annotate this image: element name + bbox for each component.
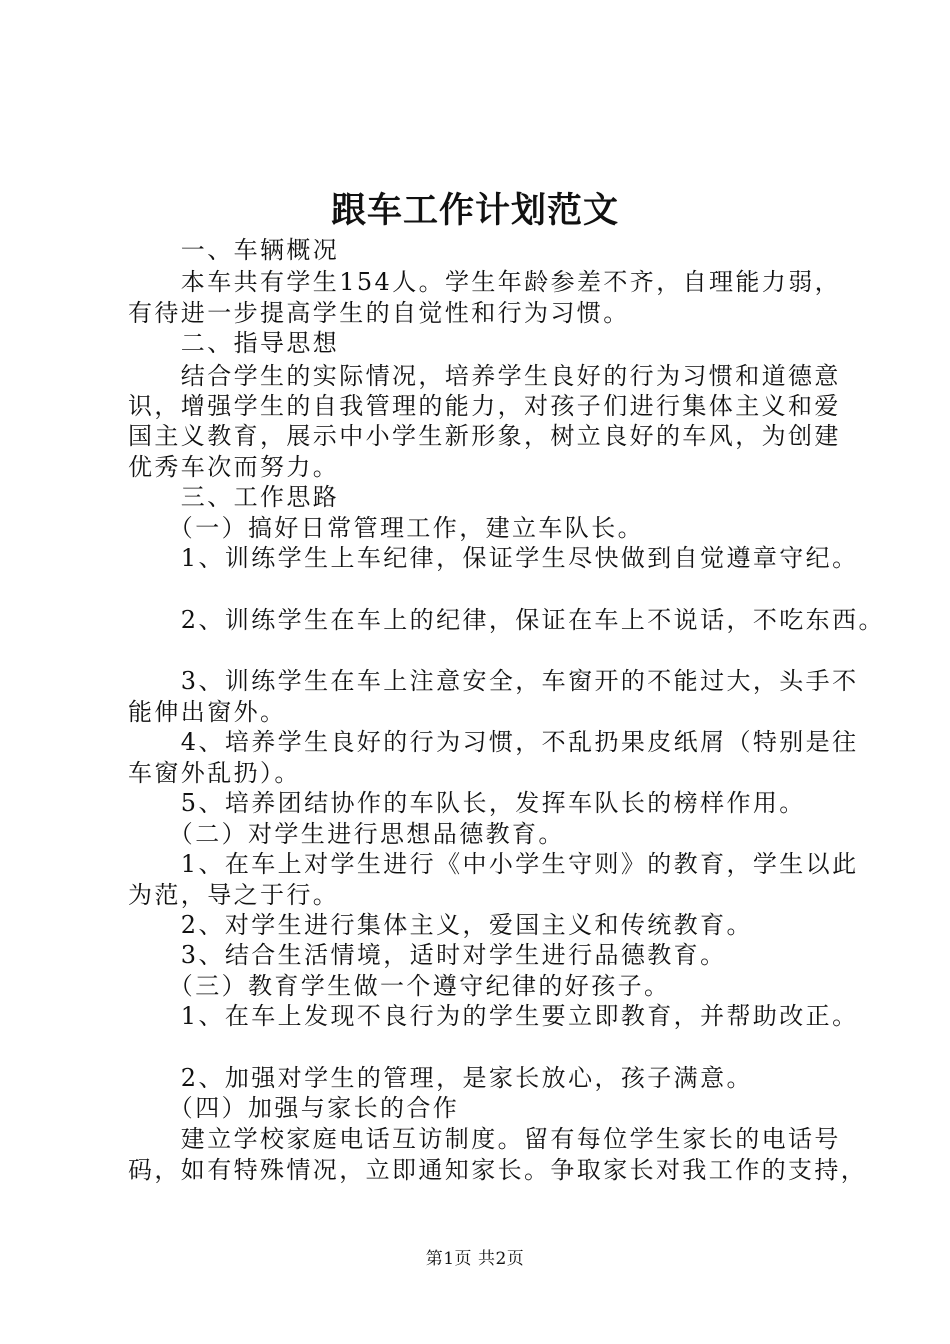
document-title: 跟车工作计划范文 — [330, 190, 619, 231]
list-item: 4、培养学生良好的行为习惯，不乱扔果皮纸屑（特别是往 — [128, 728, 859, 756]
list-item: 为范，导之于行。 — [128, 881, 340, 909]
subsection-heading: （四）加强与家长的合作 — [128, 1094, 460, 1122]
paragraph-line: 有待进一步提高学生的自觉性和行为习惯。 — [128, 299, 630, 327]
page-footer: 第1页 共2页 — [425, 1249, 525, 1269]
section-heading: 三、工作思路 — [128, 483, 340, 511]
section-heading: 二、指导思想 — [128, 329, 340, 357]
subsection-heading: （三）教育学生做一个遵守纪律的好孩子。 — [128, 972, 671, 1000]
list-item: 车窗外乱扔）。 — [128, 759, 301, 787]
paragraph-line: 结合学生的实际情况，培养学生良好的行为习惯和道德意 — [128, 362, 841, 390]
subsection-heading: （一）搞好日常管理工作，建立车队长。 — [128, 514, 644, 542]
list-item: 5、培养团结协作的车队长，发挥车队长的榜样作用。 — [128, 789, 806, 817]
list-item: 3、结合生活情境，适时对学生进行品德教育。 — [128, 941, 727, 969]
paragraph-line: 码，如有特殊情况，立即通知家长。争取家长对我工作的支持， — [128, 1156, 868, 1184]
list-item: 2、对学生进行集体主义，爱国主义和传统教育。 — [128, 911, 753, 939]
list-item: 2、加强对学生的管理，是家长放心，孩子满意。 — [128, 1064, 753, 1092]
paragraph-line: 国主义教育，展示中小学生新形象，树立良好的车风，为创建 — [128, 422, 841, 450]
list-item: 1、在车上发现不良行为的学生要立即教育，并帮助改正。 — [128, 1002, 859, 1030]
list-item: 能伸出窗外。 — [128, 698, 287, 726]
paragraph-line: 识，增强学生的自我管理的能力，对孩子们进行集体主义和爱 — [128, 392, 841, 420]
section-heading: 一、车辆概况 — [128, 236, 340, 264]
paragraph-line: 建立学校家庭电话互访制度。留有每位学生家长的电话号 — [128, 1125, 841, 1153]
list-item: 1、训练学生上车纪律，保证学生尽快做到自觉遵章守纪。 — [128, 544, 859, 572]
paragraph-line: 优秀车次而努力。 — [128, 453, 340, 481]
list-item: 1、在车上对学生进行《中小学生守则》的教育，学生以此 — [128, 850, 859, 878]
list-item: 3、训练学生在车上注意安全，车窗开的不能过大，头手不 — [128, 667, 859, 695]
paragraph-line: 本车共有学生154人。学生年龄参差不齐，自理能力弱， — [128, 268, 842, 296]
list-item: 2、训练学生在车上的纪律，保证在车上不说话，不吃东西。 — [128, 606, 885, 634]
subsection-heading: （二）对学生进行思想品德教育。 — [128, 820, 565, 848]
